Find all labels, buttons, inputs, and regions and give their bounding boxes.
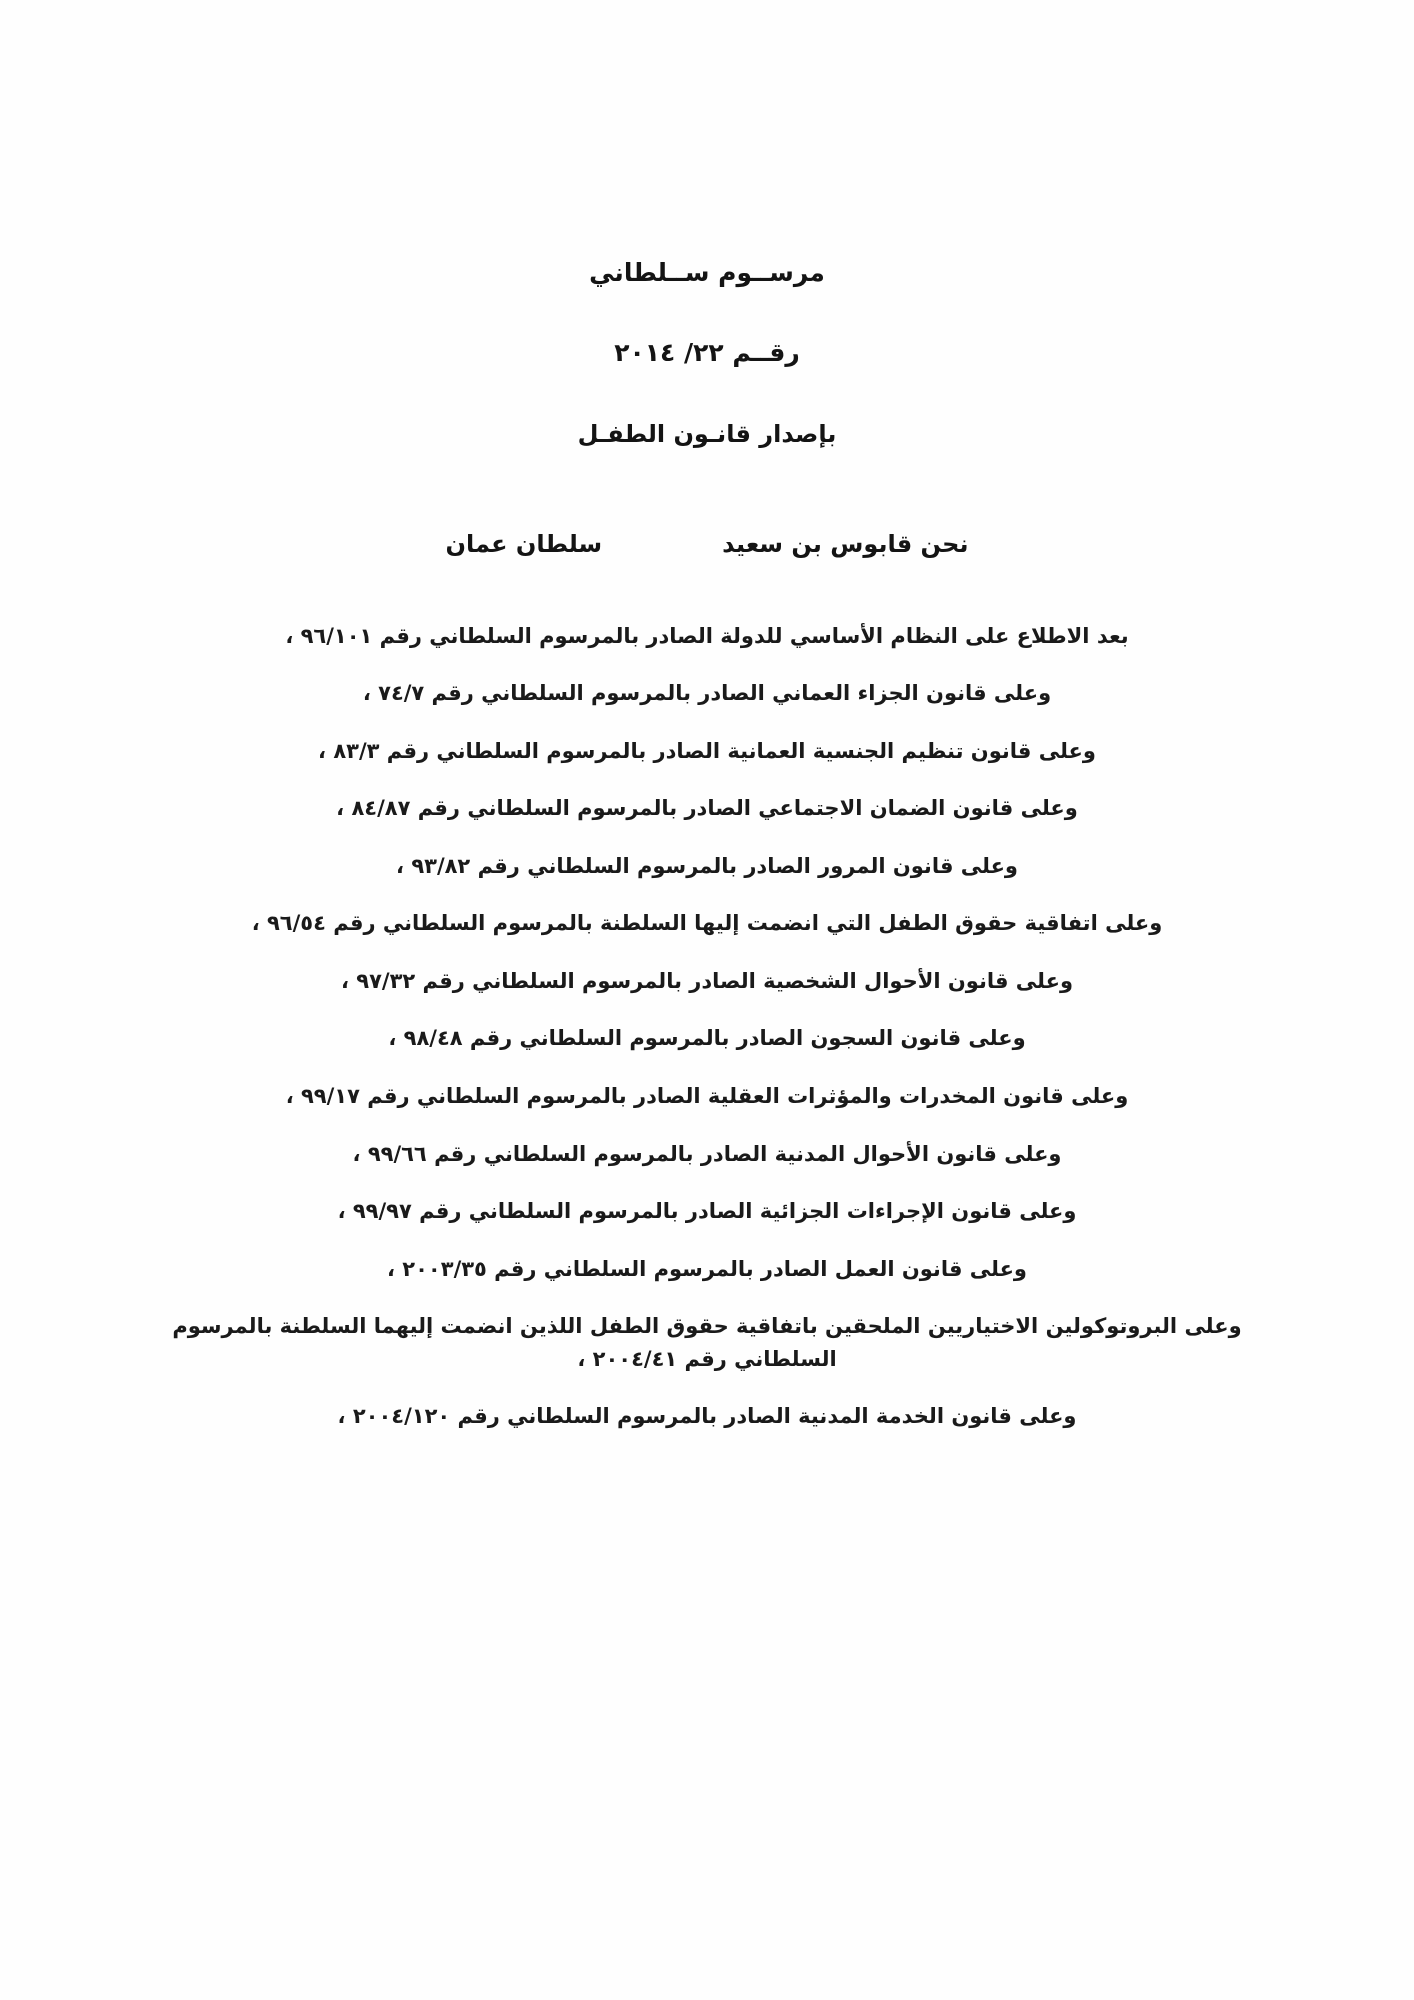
clause-item: وعلى قانون الأحوال المدنية الصادر بالمرسوم السلطاني رقم ٩٩/٦٦ ، [352,1141,1062,1166]
clause-item: وعلى قانون الضمان الاجتماعي الصادر بالمرسوم السلطاني رقم ٨٤/٨٧ ، [336,796,1078,821]
signatory-name: نحن قابوس بن سعيد [722,529,969,558]
clause-item: وعلى قانون المخدرات والمؤثرات العقلية الصادر بالمرسوم السلطاني رقم ٩٩/١٧ ، [285,1083,1129,1108]
signatory-title: سلطان عمان [445,529,603,558]
decree-number: رقــم ٢٢/ ٢٠١٤ [614,338,800,367]
decree-subject: بإصدار قانـون الطفـل [577,420,837,448]
document-header [150,255,1264,452]
clause-item: بعد الاطلاع على النظام الأساسي للدولة الصادر بالمرسوم السلطاني رقم ٩٦/١٠١ ، [285,623,1129,648]
clause-item: وعلى قانون الإجراءات الجزائية الصادر بالمرسوم السلطاني رقم ٩٩/٩٧ ، [337,1199,1077,1224]
clause-item: وعلى اتفاقية حقوق الطفل التي انضمت إليها السلطنة بالمرسوم السلطاني رقم ٩٦/٥٤ ، [251,911,1163,936]
clause-item: وعلى قانون المرور الصادر بالمرسوم السلطاني رقم ٩٣/٨٢ ، [396,853,1018,878]
clause-item: وعلى قانون الأحوال الشخصية الصادر بالمرسوم السلطاني رقم ٩٧/٣٢ ، [340,968,1074,993]
clause-list [150,620,1264,1433]
clause-item: وعلى قانون السجون الصادر بالمرسوم السلطاني رقم ٩٨/٤٨ ، [388,1026,1026,1051]
clause-item: وعلى قانون الجزاء العماني الصادر بالمرسوم السلطاني رقم ٧٤/٧ ، [362,681,1052,706]
clause-item: وعلى قانون تنظيم الجنسية العمانية الصادر بالمرسوم السلطاني رقم ٨٣/٣ ، [318,738,1096,763]
clause-item: وعلى البروتوكولين الاختياريين الملحقين باتفاقية حقوق الطفل اللذين انضمت إليهما السلطنة بالمرسوم السلطاني رقم ٢٠٠٤/٤١ ، [172,1314,1242,1371]
clause-item: وعلى قانون العمل الصادر بالمرسوم السلطاني رقم ٢٠٠٣/٣٥ ، [387,1256,1027,1281]
document-content [150,255,1264,1433]
decree-title: مرســوم ســلطاني [589,258,825,287]
clause-item: وعلى قانون الخدمة المدنية الصادر بالمرسوم السلطاني رقم ٢٠٠٤/١٢٠ ، [337,1404,1077,1429]
signatory-block [150,530,1264,558]
